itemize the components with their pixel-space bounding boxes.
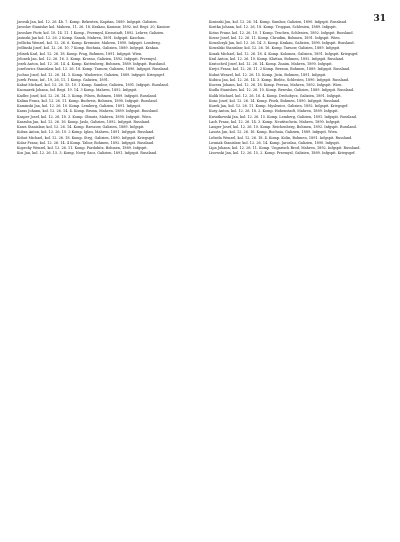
list-entry: Jedlicka Wenzel, kol. 12. 26. 6. Komp. Kremsier, Mahren, 1890. Infgspit. Lemberg. — [17, 41, 161, 45]
list-entry: Jezek Anton, kol. 12. 26. 14. 4. Komp. Kuttenberg, Bohmen, 1889. Infgspit. Russland. — [17, 62, 166, 66]
list-entry: Kowalczyk Jan, kol. 12. 26. 14. 3. Komp. Krakau, Galizien, 1890. Infgspit. Russland. — [209, 41, 355, 45]
list-entry: Lisowski Jan, kol. 12. 26. 15. 2. Komp. Przemysl, Galizien, 1889. Infgspit. Kriegsgef. — [209, 151, 356, 156]
list-entry: Jarosik Jan, kol. 12. 26. 4b. 7. Komp. Rekruten, Kapitan, 1889. Infgspit. Galizien. — [17, 20, 158, 24]
column-right — [206, 20, 388, 534]
column-left — [14, 20, 196, 534]
list-entry: Krejci Franz, kol. 12. 26. 11. 2 Komp. Beraun, Bohmen, 1889. Infgspit. Russland. — [209, 67, 351, 72]
list-entry: Kos Jan, kol. 12. 26. 15. 3. Komp. Nowy Sacz, Galizien, 1891. Infgspit. Russland. — [17, 151, 158, 156]
list-entry: Kaminski Jan, kol. 12. 26. 10. Komp. Lemberg, Galizien, 1891. Infgspit. — [17, 104, 142, 108]
list-entry: Kalina Franz, kol. 12. 26. 11. Komp. Budweis, Bohmen, 1890. Infgspit. Russland. — [17, 98, 158, 103]
list-entry: Kawa Stanislaw, kol. 12. 26. 14. Komp. Rzeszow, Galizien, 1889. Infgspit. — [17, 125, 145, 129]
list-entry: Kowalski Stanislaw, kol. 12. 26. 16. Komp. Tarnow, Galizien, 1889. Infgspit. — [209, 46, 341, 51]
list-entry: Kubica Jan, kol. 12. 26. 14. 3. Komp. Bielitz, Schlesien, 1890. Infgspit. Russland. — [209, 77, 350, 82]
list-entry: Kadlec Josef, kol. 12. 26. 14. 3. Komp. Pilsen, Bohmen, 1889. Infgspit. Russland. — [17, 93, 158, 98]
list-entry: Jasinski Jan kol. 12. 26. 2 Komp. Sanok, Mahren, 1891. Infgspit. Kaschau. — [17, 35, 146, 40]
list-entry: Jaroslaw Piotr, kol. 10. 14. 11. 1 Komp., Przemysl, Kronstadt, 1892. Lehrer, Galizien. — [17, 30, 165, 35]
list-entry: Kovar Josef, kol. 12. 26. 11. Komp. Chrudim, Bohmen, 1891. Infgspit. Wien. — [209, 35, 341, 40]
list-entry: Kabat Michael, kol. 12. 26. 15. 10. 1 Komp. Sambor, Galizien, 1891. Infgspit. Russland. — [17, 83, 169, 87]
list-entry: Kaszuba Jan, kol. 12. 26. 16. Komp. Jaslo, Galizien, 1892. Infgspit. Russland. — [17, 119, 151, 124]
list-entry: Kostka Johann, kol. 12. 26. 18. Komp. Troppau, Schlesien, 1889. Infgspit. — [209, 25, 337, 30]
list-entry: Kral Anton, kol. 12. 26. 10. Komp. Klattau, Bohmen, 1892. Infgspit. Russland. — [209, 56, 345, 61]
list-entry: Lebeda Wenzel, kol. 12. 26. 18. 4. Komp. Kolin, Bohmen, 1891. Infgspit. Russland. — [209, 135, 353, 140]
list-entry: Lesniak Stanislaw, kol. 12. 26. 14. Komp. Jaroslau, Galizien, 1890. Infgspit. — [209, 140, 340, 145]
list-entry: Jedlinski Josef, kol. 12. 26. 10. 7 Komp. Bochnia, Galizien, 1889. Infgspit. Krakau. — [17, 46, 160, 51]
list-entry: Kasper Josef, kol. 12. 26. 18. 3. Komp. Olmutz, Mahren, 1890. Infgspit. Wien. — [17, 114, 152, 119]
list-entry: Lach Franz, kol. 12. 26. 14. 3. Komp. Neutitschein, Mahren, 1890. Infgspit. — [209, 119, 341, 124]
list-entry: Jaroslav Stanislav kol. Mahren, 11. 26. 18. Krakau, Kasimir, 1892. inf. Regt. 20, Kaniow. — [17, 25, 171, 30]
list-entry: Kubat Wenzel, kol. 12. 26. 15. Komp. Jicin, Bohmen, 1891. Infgspit. — [209, 72, 327, 77]
list-entry: Jozefowicz Stanislaw, kol. 12. 26. 18. Komp. Tarnow, Galizien, 1890. Infgspit. Russland. — [17, 67, 170, 72]
list-entry: Kozak Michael, kol. 12. 26. 18. 4. Komp. Kolomea, Galizien, 1891. Infgspit. Kriegsgef. — [209, 51, 359, 56]
list-entry: Kulik Michael, kol. 12. 26. 16. 4. Komp. Drohobycz, Galizien, 1891. Infgspit. — [209, 93, 342, 98]
list-entry: Kobza Anton, kol. 12. 26. 10. 2 Komp. Iglau, Mahren, 1891. Infgspit. Russland. — [17, 130, 155, 135]
list-entry: Kwiatkowski Jan, kol. 12. 26. 15. Komp. Lemberg, Galizien, 1891. Infgspit. Russland. — [209, 114, 358, 119]
list-entry: Kohut Michael, kol. 12. 26. 18. Komp. Stryj, Galizien, 1890. Infgspit. Kriegsgef. — [17, 135, 156, 140]
page-number: 31 — [373, 14, 386, 24]
list-entry: Jelinek Karl, kol. 12. 26. 18. Komp. Prag, Bohmen, 1891. Infgspit. Wien. — [17, 51, 143, 56]
list-entry: Kacmarek Johann, Inf. Regt. 19. 14. 3 Komp. Mahren, 1892. Infgspit. — [17, 88, 138, 93]
list-entry: Jelonek Jan, kol. 12. 26. 16. 3. Komp. Krosno, Galizien, 1892. Infgspit. Przemysl. — [17, 56, 157, 61]
text-columns — [14, 20, 388, 534]
list-entry: Kunc Josef, kol. 12. 26. 14. Komp. Pisek, Bohmen, 1890. Infgspit. Russland. — [209, 98, 341, 103]
list-entry: Kopecky Wenzel, kol. 12. 26. 11. Komp. Pardubitz, Bohmen, 1889. Infgspit. — [17, 146, 148, 150]
list-entry: Kucera Johann, kol. 12. 26. 18. Komp. Prerau, Mahren, 1892. Infgspit. Wien. — [209, 83, 343, 87]
list-entry: Lipa Johann, kol. 12. 26. 11. Komp. Ungarisch Brod, Mahren, 1892. Infgspit. Russland. — [209, 146, 361, 150]
list-entry: Kotas Franz, kol. 12. 26. 10. 1 Komp. Teschen, Schlesien, 1892. Infgspit. Russland. — [209, 30, 354, 35]
list-entry: Juchno Josef, kol. 12. 26. 14. 3. Komp. Wadowice, Galizien, 1889. Infgspit. Kriegsgef. — [17, 72, 165, 77]
list-entry: Kosinski Jan, kol. 12. 26. 14. Komp. Sambor, Galizien, 1890. Infgspit. Russland. — [209, 20, 348, 24]
list-entry: Kurek Jan, kol. 12. 26. 11. Komp. Myslenice, Galizien, 1892. Infgspit. Kriegsgef. — [209, 104, 349, 108]
list-entry: Kudla Stanislaw, kol. 12. 26. 10. Komp. Brzesko, Galizien, 1889. Infgspit. Russland. — [209, 88, 355, 93]
list-entry: Jurek Franz, Inf., 19, 26, 11, 1 Komp. Galizien, 1891. — [17, 77, 110, 82]
list-entry: Lasota Jan, kol. 12. 26. 16. Komp. Bochnia, Galizien, 1889. Infgspit. Wien. — [209, 130, 338, 135]
list-entry: Kusy Anton, kol. 12. 26. 18. 2. Komp. Hohenstadt, Mahren, 1889. Infgspit. — [209, 109, 339, 114]
list-entry: Langer Josef, kol. 12. 26. 10. Komp. Reichenberg, Bohmen, 1892. Infgspit. Russland. — [209, 125, 357, 129]
list-entry: Kratochvil Josef, kol. 12. 26. 14. Komp. Znaim, Mahren, 1890. Infgspit. — [209, 62, 333, 66]
list-entry: Karas Johann, kol. 12. 26. 14. 4. Komp. Brunn, Mahren, 1889. Infgspit. Russland. — [17, 109, 159, 114]
list-entry: Kolar Franz, kol. 12. 26. 14. 4 Komp. Tabor, Bohmen, 1892. Infgspit. Russland. — [17, 140, 155, 145]
